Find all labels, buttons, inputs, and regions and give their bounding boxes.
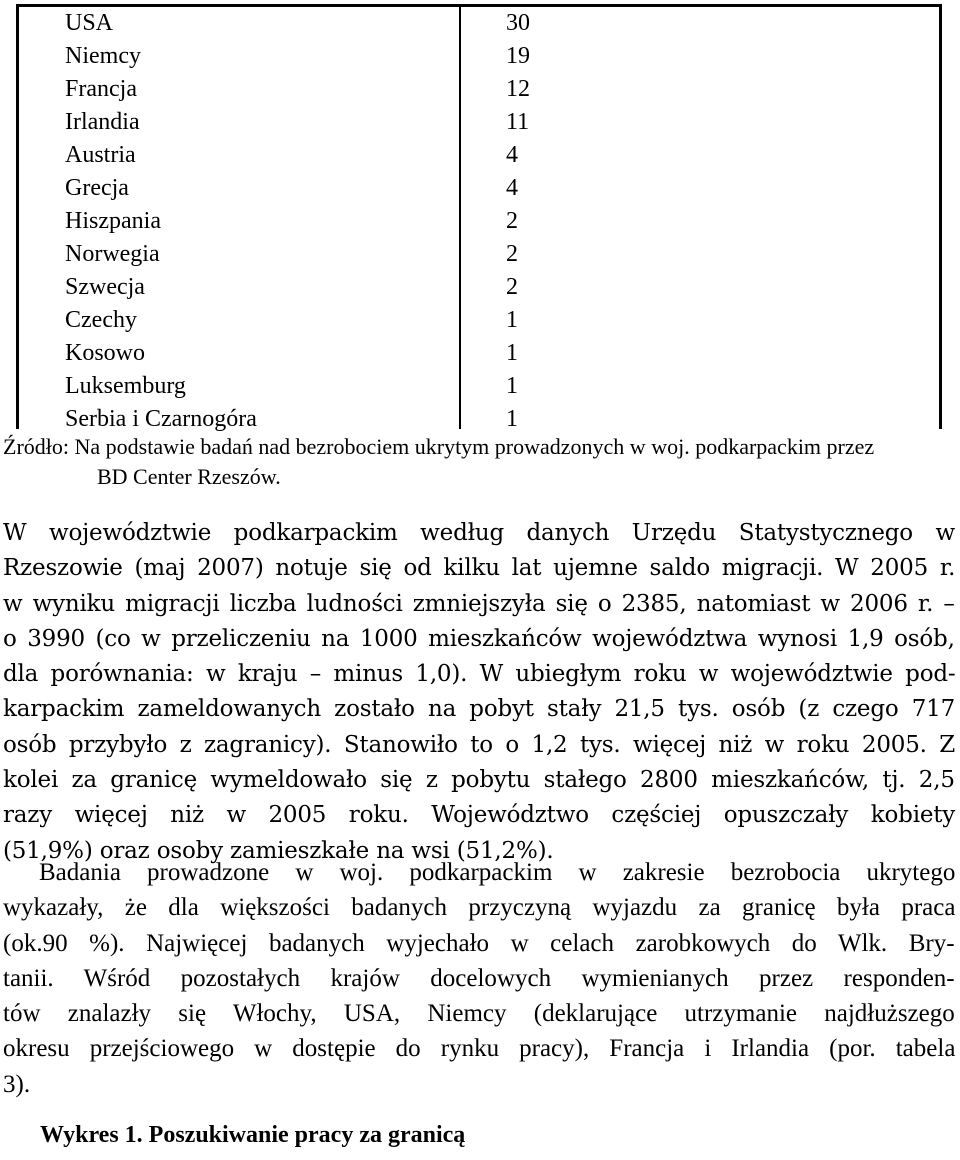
country-table xyxy=(16,4,942,432)
value-cell: 1 xyxy=(506,373,518,399)
text-line: wykazały, że dla większości badanych przyczyną wyjazdu za granicę była praca xyxy=(3,894,956,922)
table-row xyxy=(19,238,939,271)
source-line-2: BD Center Rzeszów. xyxy=(97,464,281,489)
text-line: osób przybyło z zagranicy). Stanowiło to o 1,2 tys. więcej niż w roku 2005. Z xyxy=(3,731,955,758)
value-cell: 2 xyxy=(506,208,518,234)
country-cell: Irlandia xyxy=(65,109,140,135)
table-row xyxy=(19,337,939,370)
country-cell: USA xyxy=(65,10,114,36)
text-line: o 3990 (co w przeliczeniu na 1000 mieszkańców województwa wynosi 1,9 osób, xyxy=(3,625,955,652)
source-line-1: Źródło: Na podstawie badań nad bezrobociem ukrytym prowadzonych w woj. podkarpackim przez xyxy=(3,434,875,459)
text-line: razy więcej niż w 2005 roku. Województwo częściej opuszczały kobiety xyxy=(3,802,956,829)
table-row xyxy=(19,73,939,106)
value-cell: 4 xyxy=(506,142,518,168)
value-cell: 11 xyxy=(506,109,530,135)
value-cell: 1 xyxy=(506,340,518,366)
country-cell: Norwegia xyxy=(65,241,160,267)
text-line: tów znalazły się Włochy, USA, Niemcy (deklarujące utrzymanie najdłuższego xyxy=(3,1000,955,1028)
source-note xyxy=(3,432,960,492)
table-row xyxy=(19,304,939,337)
value-cell: 1 xyxy=(506,406,518,432)
text-line: okresu przejściowego w dostępie do rynku pracy), Francja i Irlandia (por. tabela xyxy=(3,1035,956,1063)
paragraph-migration xyxy=(3,516,955,869)
text-line: w wyniku migracji liczba ludności zmniejszyła się o 2385, natomiast w 2006 r. – xyxy=(3,590,955,617)
value-cell: 12 xyxy=(506,76,530,102)
text-line: Rzeszowie (maj 2007) notuje się od kilku lat ujemne saldo migracji. W 2005 r. xyxy=(3,555,956,582)
table-row xyxy=(19,40,939,73)
table-row xyxy=(19,370,939,403)
country-cell: Francja xyxy=(65,76,137,102)
text-line: dla porównania: w kraju – minus 1,0). W ubiegłym roku w województwie pod- xyxy=(3,661,956,688)
country-cell: Serbia i Czarnogóra xyxy=(65,406,257,432)
country-cell: Czechy xyxy=(65,307,137,333)
table-row xyxy=(19,7,939,40)
value-cell: 2 xyxy=(506,241,518,267)
value-cell: 4 xyxy=(506,175,518,201)
value-cell: 19 xyxy=(506,43,530,69)
text-line: W województwie podkarpackim według danych Urzędu Statystycznego w xyxy=(3,520,955,546)
country-cell: Austria xyxy=(65,142,136,168)
chart-caption: Wykres 1. Poszukiwanie pracy za granicą xyxy=(40,1122,466,1148)
value-cell: 1 xyxy=(506,307,518,333)
country-cell: Kosowo xyxy=(65,340,146,366)
table-row xyxy=(19,205,939,238)
table-row xyxy=(19,139,939,172)
country-cell: Luksemburg xyxy=(65,373,186,399)
country-cell: Niemcy xyxy=(65,43,141,69)
text-line: karpackim zameldowanych zostało na pobyt stały 21,5 tys. osób (z czego 717 xyxy=(3,696,956,723)
text-line: Badania prowadzone w woj. podkarpackim w zakresie bezrobocia ukrytego xyxy=(39,859,956,886)
country-cell: Szwecja xyxy=(65,274,145,300)
text-line: (ok.90 %). Najwięcej badanych wyjechało w celach zarobkowych do Wlk. Bry- xyxy=(3,929,955,957)
text-line: 3). xyxy=(3,1070,31,1098)
table-row xyxy=(19,106,939,139)
country-cell: Grecja xyxy=(65,175,129,201)
paragraph-research xyxy=(3,855,955,1102)
value-cell: 2 xyxy=(506,274,518,300)
country-cell: Hiszpania xyxy=(65,208,161,234)
text-line: (51,9%) oraz osoby zamieszkałe na wsi (51,2%). xyxy=(3,837,554,864)
table-row xyxy=(19,172,939,205)
text-line: tanii. Wśród pozostałych krajów docelowych wymienianych przez responden- xyxy=(3,964,955,992)
value-cell: 30 xyxy=(506,10,530,36)
text-line: kolei za granicę wymeldowało się z pobytu stałego 2800 mieszkańców, tj. 2,5 xyxy=(3,767,955,794)
table-row xyxy=(19,271,939,304)
